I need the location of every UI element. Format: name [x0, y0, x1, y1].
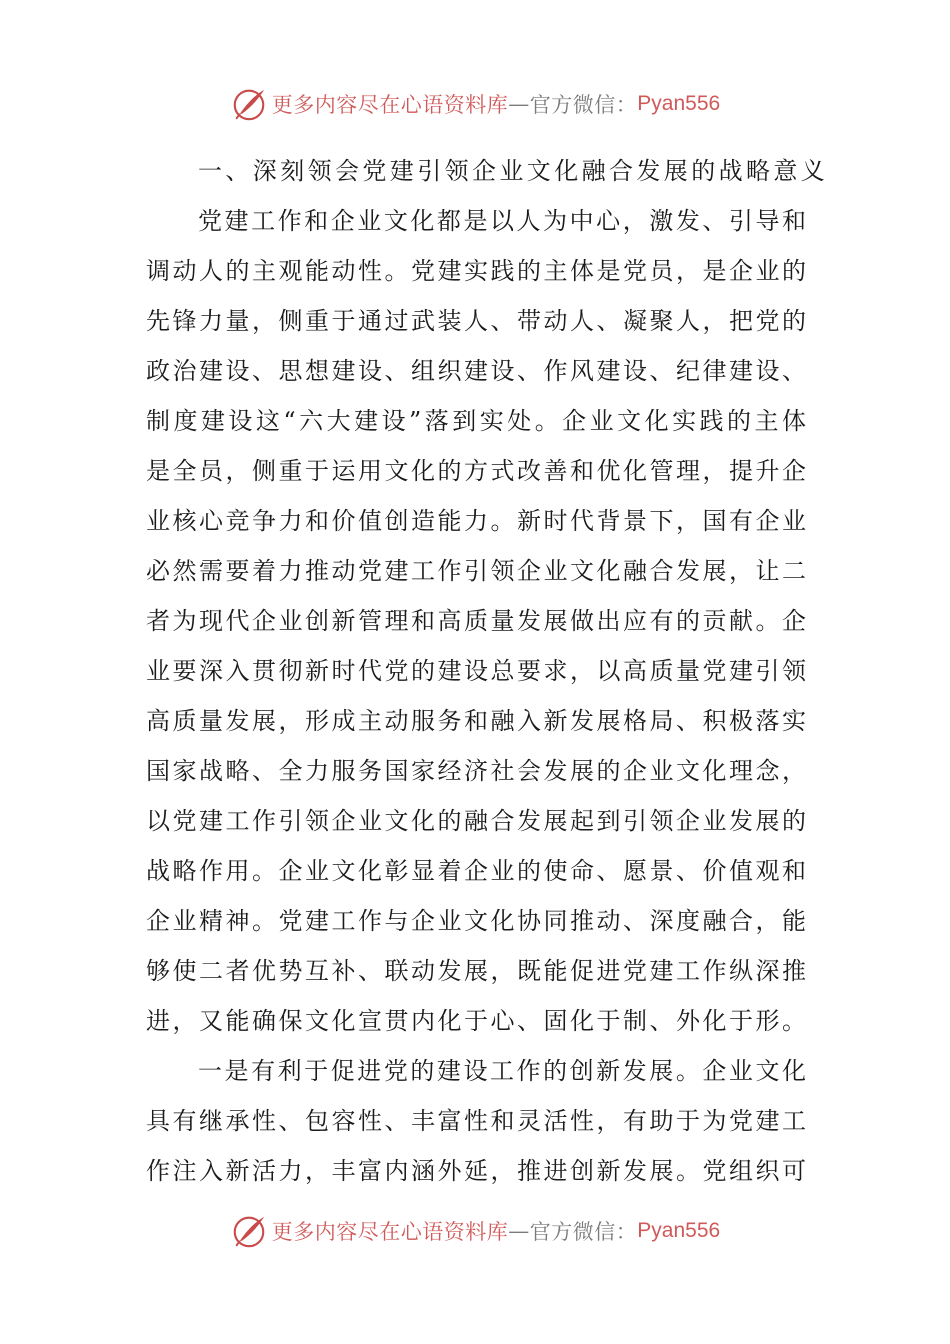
quill-pen-logo-icon — [230, 1212, 268, 1250]
footer-banner — [0, 1211, 950, 1251]
document-body — [146, 146, 829, 1196]
header-banner — [0, 84, 950, 124]
paragraph-line: 进，又能确保文化宣贯内化于心、固化于制、外化于形。 — [146, 1007, 806, 1035]
paragraph-line: 制度建设这“六大建设”落到实处。企业文化实践的主体 — [146, 407, 806, 435]
paragraph-line: 高质量发展，形成主动服务和融入新发展格局、积极落实 — [146, 707, 806, 735]
paragraph-line: 够使二者优势互补、联动发展，既能促进党建工作纵深推 — [146, 957, 806, 985]
paragraph-line: 一是有利于促进党的建设工作的创新发展。企业文化 — [198, 1057, 806, 1085]
paragraph-line: 政治建设、思想建设、组织建设、作风建设、纪律建设、 — [146, 357, 806, 385]
banner-dash: — — [508, 92, 530, 116]
paragraph-line: 必然需要着力推动党建工作引领企业文化融合发展，让二 — [146, 557, 806, 585]
paragraph-line: 业要深入贯彻新时代党的建设总要求，以高质量党建引领 — [146, 657, 806, 685]
banner-wechat-label: 官方微信： — [529, 93, 638, 117]
banner-site-text: 更多内容尽在心语资料库 — [271, 1220, 509, 1244]
paragraph-line: 调动人的主观能动性。党建实践的主体是党员，是企业的 — [146, 257, 806, 285]
paragraph-line: 国家战略、全力服务国家经济社会发展的企业文化理念， — [146, 757, 806, 785]
paragraph-line: 是全员，侧重于运用文化的方式改善和优化管理，提升企 — [146, 457, 806, 485]
paragraph-line: 先锋力量，侧重于通过武装人、带动人、凝聚人，把党的 — [146, 307, 806, 335]
banner-site-text: 更多内容尽在心语资料库 — [271, 93, 509, 117]
paragraph-line: 具有继承性、包容性、丰富性和灵活性，有助于为党建工 — [146, 1107, 806, 1135]
banner-wechat-label: 官方微信： — [529, 1220, 638, 1244]
paragraph-line: 作注入新活力，丰富内涵外延，推进创新发展。党组织可 — [146, 1157, 806, 1185]
paragraph-line: 党建工作和企业文化都是以人为中心，激发、引导和 — [198, 207, 806, 235]
paragraph-line: 企业精神。党建工作与企业文化协同推动、深度融合，能 — [146, 907, 806, 935]
banner-wechat-id: Pyan556 — [637, 1219, 721, 1242]
paragraph-line: 者为现代企业创新管理和高质量发展做出应有的贡献。企 — [146, 607, 806, 635]
quill-pen-logo-icon — [230, 85, 268, 123]
banner-dash: — — [508, 1219, 530, 1243]
banner-wechat-id: Pyan556 — [637, 92, 721, 115]
section-heading: 一、深刻领会党建引领企业文化融合发展的战略意义 — [198, 157, 829, 185]
paragraph-line: 以党建工作引领企业文化的融合发展起到引领企业发展的 — [146, 807, 806, 835]
paragraph-line: 业核心竞争力和价值创造能力。新时代背景下，国有企业 — [146, 507, 806, 535]
paragraph-line: 战略作用。企业文化彰显着企业的使命、愿景、价值观和 — [146, 857, 806, 885]
